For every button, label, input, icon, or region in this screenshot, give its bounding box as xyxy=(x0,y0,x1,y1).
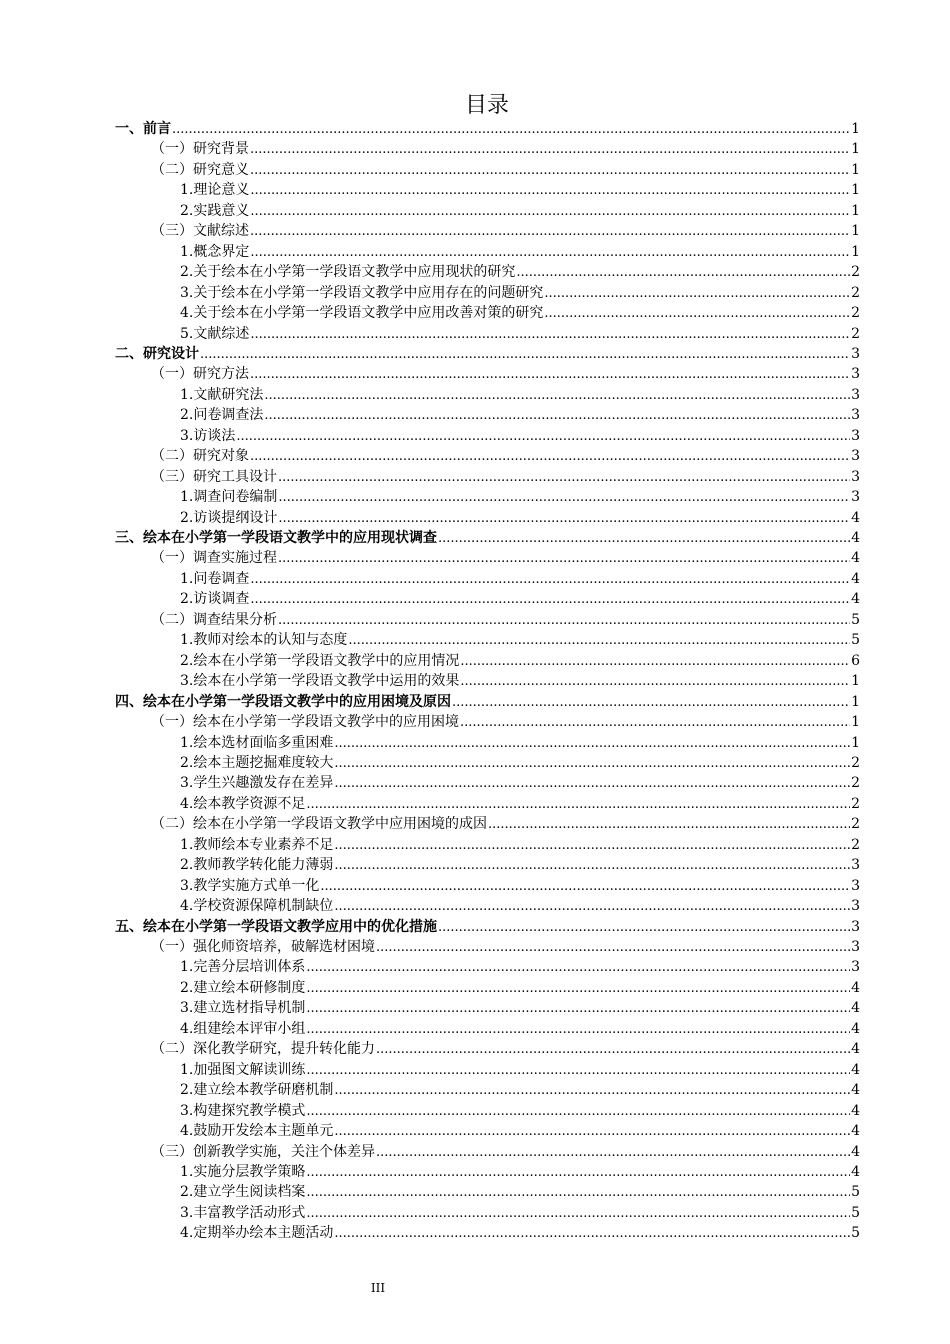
toc-entry-page: 4 xyxy=(851,1020,860,1037)
toc-entry-page: 4 xyxy=(851,509,860,526)
toc-entry-label: 3.教学实施方式单一化 xyxy=(180,877,320,894)
toc-entry-label: 1.教师绘本专业素养不足 xyxy=(180,836,334,853)
dot-leader xyxy=(334,1080,850,1101)
dot-leader xyxy=(334,1223,850,1244)
dot-leader xyxy=(306,1182,850,1203)
toc-entry[interactable] xyxy=(180,896,860,916)
toc-entry[interactable] xyxy=(180,835,860,855)
dot-leader xyxy=(306,998,850,1019)
dot-leader xyxy=(278,610,850,631)
toc-entry[interactable] xyxy=(180,1182,860,1202)
dot-leader xyxy=(306,1101,850,1122)
dot-leader xyxy=(376,937,850,958)
toc-entry-label: 2.实践意义 xyxy=(180,202,250,219)
toc-entry-label: 1.实施分层教学策略 xyxy=(180,1163,306,1180)
toc-entry[interactable] xyxy=(180,262,860,282)
toc-entry[interactable] xyxy=(180,487,860,507)
toc-entry-label: （一）绘本在小学第一学段语文教学中的应用困境 xyxy=(151,714,459,731)
dot-leader xyxy=(438,917,850,938)
toc-entry-label: 1.概念界定 xyxy=(180,243,250,260)
toc-entry-label: （一）强化师资培养，破解选材困境 xyxy=(151,939,375,955)
toc-entry-label: （三）研究工具设计 xyxy=(151,468,277,485)
dot-leader xyxy=(376,1142,850,1163)
toc-entry[interactable] xyxy=(180,1121,860,1141)
toc-entry[interactable] xyxy=(180,1203,860,1223)
toc-entry-page: 5 xyxy=(851,611,860,628)
toc-entry-label: （二）研究意义 xyxy=(151,161,249,178)
toc-entry-label: 1.完善分层培训体系 xyxy=(180,959,306,976)
dot-leader xyxy=(306,794,850,815)
dot-leader xyxy=(488,814,850,835)
toc-entry[interactable] xyxy=(151,814,860,834)
dot-leader xyxy=(172,119,850,140)
toc-entry[interactable] xyxy=(151,548,860,568)
toc-entry-page: 4 xyxy=(851,1041,860,1058)
dot-leader xyxy=(460,671,850,692)
toc-entry[interactable] xyxy=(151,610,860,630)
toc-entry-page: 2 xyxy=(851,305,860,322)
toc-entry-label: 3.关于绘本在小学第一学段语文教学中应用存在的问题研究 xyxy=(180,284,544,301)
toc-entry-page: 3 xyxy=(851,407,860,424)
page-number: III xyxy=(370,1281,386,1295)
toc-entry[interactable] xyxy=(180,385,860,405)
toc-entry[interactable] xyxy=(151,467,860,487)
toc-entry-page: 4 xyxy=(851,570,860,587)
toc-entry-page: 5 xyxy=(851,1184,860,1201)
dot-leader xyxy=(306,1019,850,1040)
toc-entry-page: 1 xyxy=(851,202,860,219)
dot-leader xyxy=(250,324,850,345)
toc-entry-page: 4 xyxy=(851,550,860,567)
toc-entry-label: （二）深化教学研究，提升转化能力 xyxy=(151,1041,375,1058)
dot-leader xyxy=(320,876,850,897)
toc-entry-page: 2 xyxy=(851,775,860,792)
dot-leader xyxy=(250,364,850,385)
toc-entry[interactable] xyxy=(180,1101,860,1121)
toc-entry-page: 6 xyxy=(851,652,860,669)
dot-leader xyxy=(306,1060,850,1081)
toc-entry-page: 4 xyxy=(851,1163,860,1180)
toc-entry[interactable] xyxy=(180,242,860,262)
dot-leader xyxy=(250,201,850,222)
toc-entry-label: 3.建立选材指导机制 xyxy=(180,1000,306,1017)
toc-entry-label: 2.访谈调查 xyxy=(180,591,250,608)
toc-entry-label: 1.调查问卷编制 xyxy=(180,489,278,506)
toc-entry-label: 2.建立学生阅读档案 xyxy=(180,1184,306,1201)
toc-entry[interactable] xyxy=(180,630,860,650)
toc-entry-page: 1 xyxy=(851,734,860,751)
toc-entry-label: 1.教师对绘本的认知与态度 xyxy=(180,632,348,649)
toc-entry[interactable] xyxy=(151,937,860,957)
toc-entry[interactable] xyxy=(180,998,860,1018)
toc-entry-page: 2 xyxy=(851,795,860,812)
toc-entry[interactable] xyxy=(180,426,860,446)
dot-leader xyxy=(264,385,850,406)
dot-leader xyxy=(334,733,850,754)
toc-entry-page: 1 xyxy=(851,243,860,260)
toc-entry[interactable] xyxy=(180,283,860,303)
toc-entry-label: 3.构建探究教学模式 xyxy=(180,1102,306,1119)
toc-entry-label: 2.访谈提纲设计 xyxy=(180,509,278,526)
toc-entry-page: 3 xyxy=(851,386,860,403)
toc-entry-page: 5 xyxy=(851,1225,860,1242)
dot-leader xyxy=(334,855,850,876)
dot-leader xyxy=(460,651,850,672)
toc-entry-label: 五、绘本在小学第一学段语文教学应用中的优化措施 xyxy=(115,918,437,935)
dot-leader xyxy=(516,262,850,283)
toc-entry[interactable] xyxy=(180,589,860,609)
dot-leader xyxy=(334,835,850,856)
dot-leader xyxy=(452,692,850,713)
toc-entry-label: 1.加强图文解读训练 xyxy=(180,1061,306,1078)
toc-entry-label: 4.定期举办绘本主题活动 xyxy=(180,1225,334,1242)
dot-leader xyxy=(250,160,850,181)
toc-entry-label: 一、前言 xyxy=(115,121,171,137)
toc-entry[interactable] xyxy=(151,221,860,241)
toc-entry-label: （二）调查结果分析 xyxy=(151,611,277,628)
toc-entry-page: 3 xyxy=(851,448,860,465)
dot-leader xyxy=(334,1121,850,1142)
toc-entry-label: 1.问卷调查 xyxy=(180,570,250,587)
toc-entry[interactable] xyxy=(115,528,860,548)
dot-leader xyxy=(438,528,850,549)
toc-entry-page: 2 xyxy=(851,836,860,853)
toc-entry-page: 1 xyxy=(851,121,860,137)
dot-leader xyxy=(544,283,850,304)
toc-entry-label: （二）绘本在小学第一学段语文教学中应用困境的成因 xyxy=(151,816,487,833)
toc-entry-label: 四、绘本在小学第一学段语文教学中的应用困境及原因 xyxy=(115,693,451,710)
toc-entry-label: 1.文献研究法 xyxy=(180,386,264,403)
toc-entry[interactable] xyxy=(151,1142,860,1162)
toc-entry-label: （三）创新教学实施，关注个体差异 xyxy=(151,1143,375,1160)
toc-entry-label: 2.建立绘本研修制度 xyxy=(180,979,306,996)
toc-entry-page: 3 xyxy=(851,345,860,362)
toc-entry-page: 1 xyxy=(851,141,860,158)
toc-entry[interactable] xyxy=(180,569,860,589)
dot-leader xyxy=(306,957,850,978)
toc-entry-label: 4.鼓励开发绘本主题单元 xyxy=(180,1123,334,1140)
dot-leader xyxy=(250,446,850,467)
toc-entry-page: 3 xyxy=(851,959,860,976)
toc-entry[interactable] xyxy=(151,1039,860,1059)
toc-entry-page: 5 xyxy=(851,1204,860,1221)
toc-entry-label: （三）文献综述 xyxy=(151,223,249,240)
toc-entry[interactable] xyxy=(180,773,860,793)
toc-entry-page: 1 xyxy=(851,693,860,710)
dot-leader xyxy=(250,242,850,263)
toc-entry-label: 2.绘本在小学第一学段语文教学中的应用情况 xyxy=(180,652,460,669)
toc-entry-page: 3 xyxy=(851,366,860,383)
toc-entry[interactable] xyxy=(180,753,860,773)
toc-entry-page: 1 xyxy=(851,182,860,199)
toc-entry-label: 2.问卷调查法 xyxy=(180,407,264,424)
toc-entry-label: （一）调查实施过程 xyxy=(151,550,277,567)
dot-leader xyxy=(278,467,850,488)
toc-entry-page: 2 xyxy=(851,284,860,301)
toc-entry-label: 2.绘本主题挖掘难度较大 xyxy=(180,754,334,771)
toc-entry[interactable] xyxy=(180,876,860,896)
toc-entry[interactable] xyxy=(180,978,860,998)
toc-entry-page: 4 xyxy=(851,530,860,546)
toc-entry-label: 3.访谈法 xyxy=(180,427,236,444)
dot-leader xyxy=(334,753,850,774)
dot-leader xyxy=(200,344,850,365)
toc-entry-page: 2 xyxy=(851,325,860,342)
toc-entry[interactable] xyxy=(180,405,860,425)
dot-leader xyxy=(306,1203,850,1224)
toc-entry[interactable] xyxy=(180,1162,860,1182)
toc-entry[interactable] xyxy=(115,917,860,937)
toc-entry[interactable] xyxy=(180,1019,860,1039)
toc-entry[interactable] xyxy=(180,303,860,323)
toc-entry-page: 1 xyxy=(851,714,860,731)
toc-entry-page: 5 xyxy=(851,632,860,649)
toc-entry-label: （二）研究对象 xyxy=(151,448,249,465)
toc-entry[interactable] xyxy=(151,712,860,732)
toc-entry[interactable] xyxy=(180,180,860,200)
toc-entry[interactable] xyxy=(180,733,860,753)
dot-leader xyxy=(250,589,850,610)
toc-entry-page: 1 xyxy=(851,161,860,178)
toc-entry-label: （一）研究背景 xyxy=(151,141,249,158)
toc-entry-page: 4 xyxy=(851,1123,860,1140)
toc-entry[interactable] xyxy=(180,1080,860,1100)
dot-leader xyxy=(306,1162,850,1183)
toc-entry[interactable] xyxy=(151,160,860,180)
toc-entry-page: 3 xyxy=(851,489,860,506)
dot-leader xyxy=(334,773,850,794)
toc-entry-label: 二、研究设计 xyxy=(115,345,199,362)
toc-entry-page: 3 xyxy=(851,427,860,444)
toc-entry[interactable] xyxy=(115,119,860,139)
toc-entry-page: 4 xyxy=(851,1061,860,1078)
toc-entry-label: 4.组建绘本评审小组 xyxy=(180,1020,306,1037)
toc-entry-page: 3 xyxy=(851,918,860,935)
toc-entry[interactable] xyxy=(180,508,860,528)
toc-entry[interactable] xyxy=(180,1223,860,1243)
toc-entry-label: 1.绘本选材面临多重困难 xyxy=(180,734,334,751)
toc-entry[interactable] xyxy=(115,692,860,712)
dot-leader xyxy=(334,896,850,917)
dot-leader xyxy=(278,508,850,529)
toc-entry[interactable] xyxy=(180,651,860,671)
toc-entry-label: 3.学生兴趣激发存在差异 xyxy=(180,775,334,792)
toc-entry[interactable] xyxy=(151,364,860,384)
toc-entry-label: 4.关于绘本在小学第一学段语文教学中应用改善对策的研究 xyxy=(180,305,544,322)
toc-entry[interactable] xyxy=(180,855,860,875)
toc-entry-page: 3 xyxy=(851,468,860,485)
toc-entry[interactable] xyxy=(180,957,860,977)
toc-entry[interactable] xyxy=(180,1060,860,1080)
dot-leader xyxy=(544,303,850,324)
dot-leader xyxy=(278,548,850,569)
toc-entry-page: 1 xyxy=(851,223,860,240)
toc-entry-page: 4 xyxy=(851,1000,860,1017)
dot-leader xyxy=(376,1039,850,1060)
toc-entry-page: 4 xyxy=(851,1143,860,1160)
dot-leader xyxy=(250,139,850,160)
dot-leader xyxy=(348,630,850,651)
toc-entry-page: 3 xyxy=(851,877,860,894)
toc-entry-page: 3 xyxy=(851,939,860,955)
dot-leader xyxy=(460,712,850,733)
toc-entry-label: 5.文献综述 xyxy=(180,325,250,342)
toc-entry-page: 2 xyxy=(851,754,860,771)
dot-leader xyxy=(264,405,850,426)
toc-entry-label: 4.学校资源保障机制缺位 xyxy=(180,898,334,915)
toc-entry-label: 3.绘本在小学第一学段语文教学中运用的效果 xyxy=(180,673,460,690)
toc-entry-label: 3.丰富教学活动形式 xyxy=(180,1204,306,1221)
dot-leader xyxy=(278,487,850,508)
toc-entry[interactable] xyxy=(151,446,860,466)
toc-entry-page: 4 xyxy=(851,979,860,996)
toc-title: 目录 xyxy=(464,93,509,118)
toc-entry-label: 1.理论意义 xyxy=(180,182,250,199)
dot-leader xyxy=(250,180,850,201)
toc-entry-page: 4 xyxy=(851,1102,860,1119)
toc-entry[interactable] xyxy=(180,324,860,344)
toc-entry[interactable] xyxy=(180,794,860,814)
toc-entry-page: 4 xyxy=(851,1082,860,1099)
toc-entry[interactable] xyxy=(151,139,860,159)
toc-entry-page: 3 xyxy=(851,898,860,915)
toc-entry[interactable] xyxy=(180,201,860,221)
toc-entry-label: （一）研究方法 xyxy=(151,366,249,383)
toc-entry-page: 1 xyxy=(851,673,860,690)
dot-leader xyxy=(236,426,850,447)
toc-entry-label: 4.绘本教学资源不足 xyxy=(180,795,306,812)
dot-leader xyxy=(250,569,850,590)
toc-entry[interactable] xyxy=(115,344,860,364)
toc-entry-page: 4 xyxy=(851,591,860,608)
dot-leader xyxy=(250,221,850,242)
toc-entry-label: 2.教师教学转化能力薄弱 xyxy=(180,857,334,874)
toc-entry-page: 3 xyxy=(851,857,860,874)
toc-entry-label: 2.关于绘本在小学第一学段语文教学中应用现状的研究 xyxy=(180,264,516,281)
dot-leader xyxy=(306,978,850,999)
toc-entry-label: 三、绘本在小学第一学段语文教学中的应用现状调查 xyxy=(115,530,437,546)
toc-entry-page: 2 xyxy=(851,264,860,281)
toc-entry-label: 2.建立绘本教学研磨机制 xyxy=(180,1082,334,1099)
toc-entry-page: 2 xyxy=(851,816,860,833)
toc-entry[interactable] xyxy=(180,671,860,691)
